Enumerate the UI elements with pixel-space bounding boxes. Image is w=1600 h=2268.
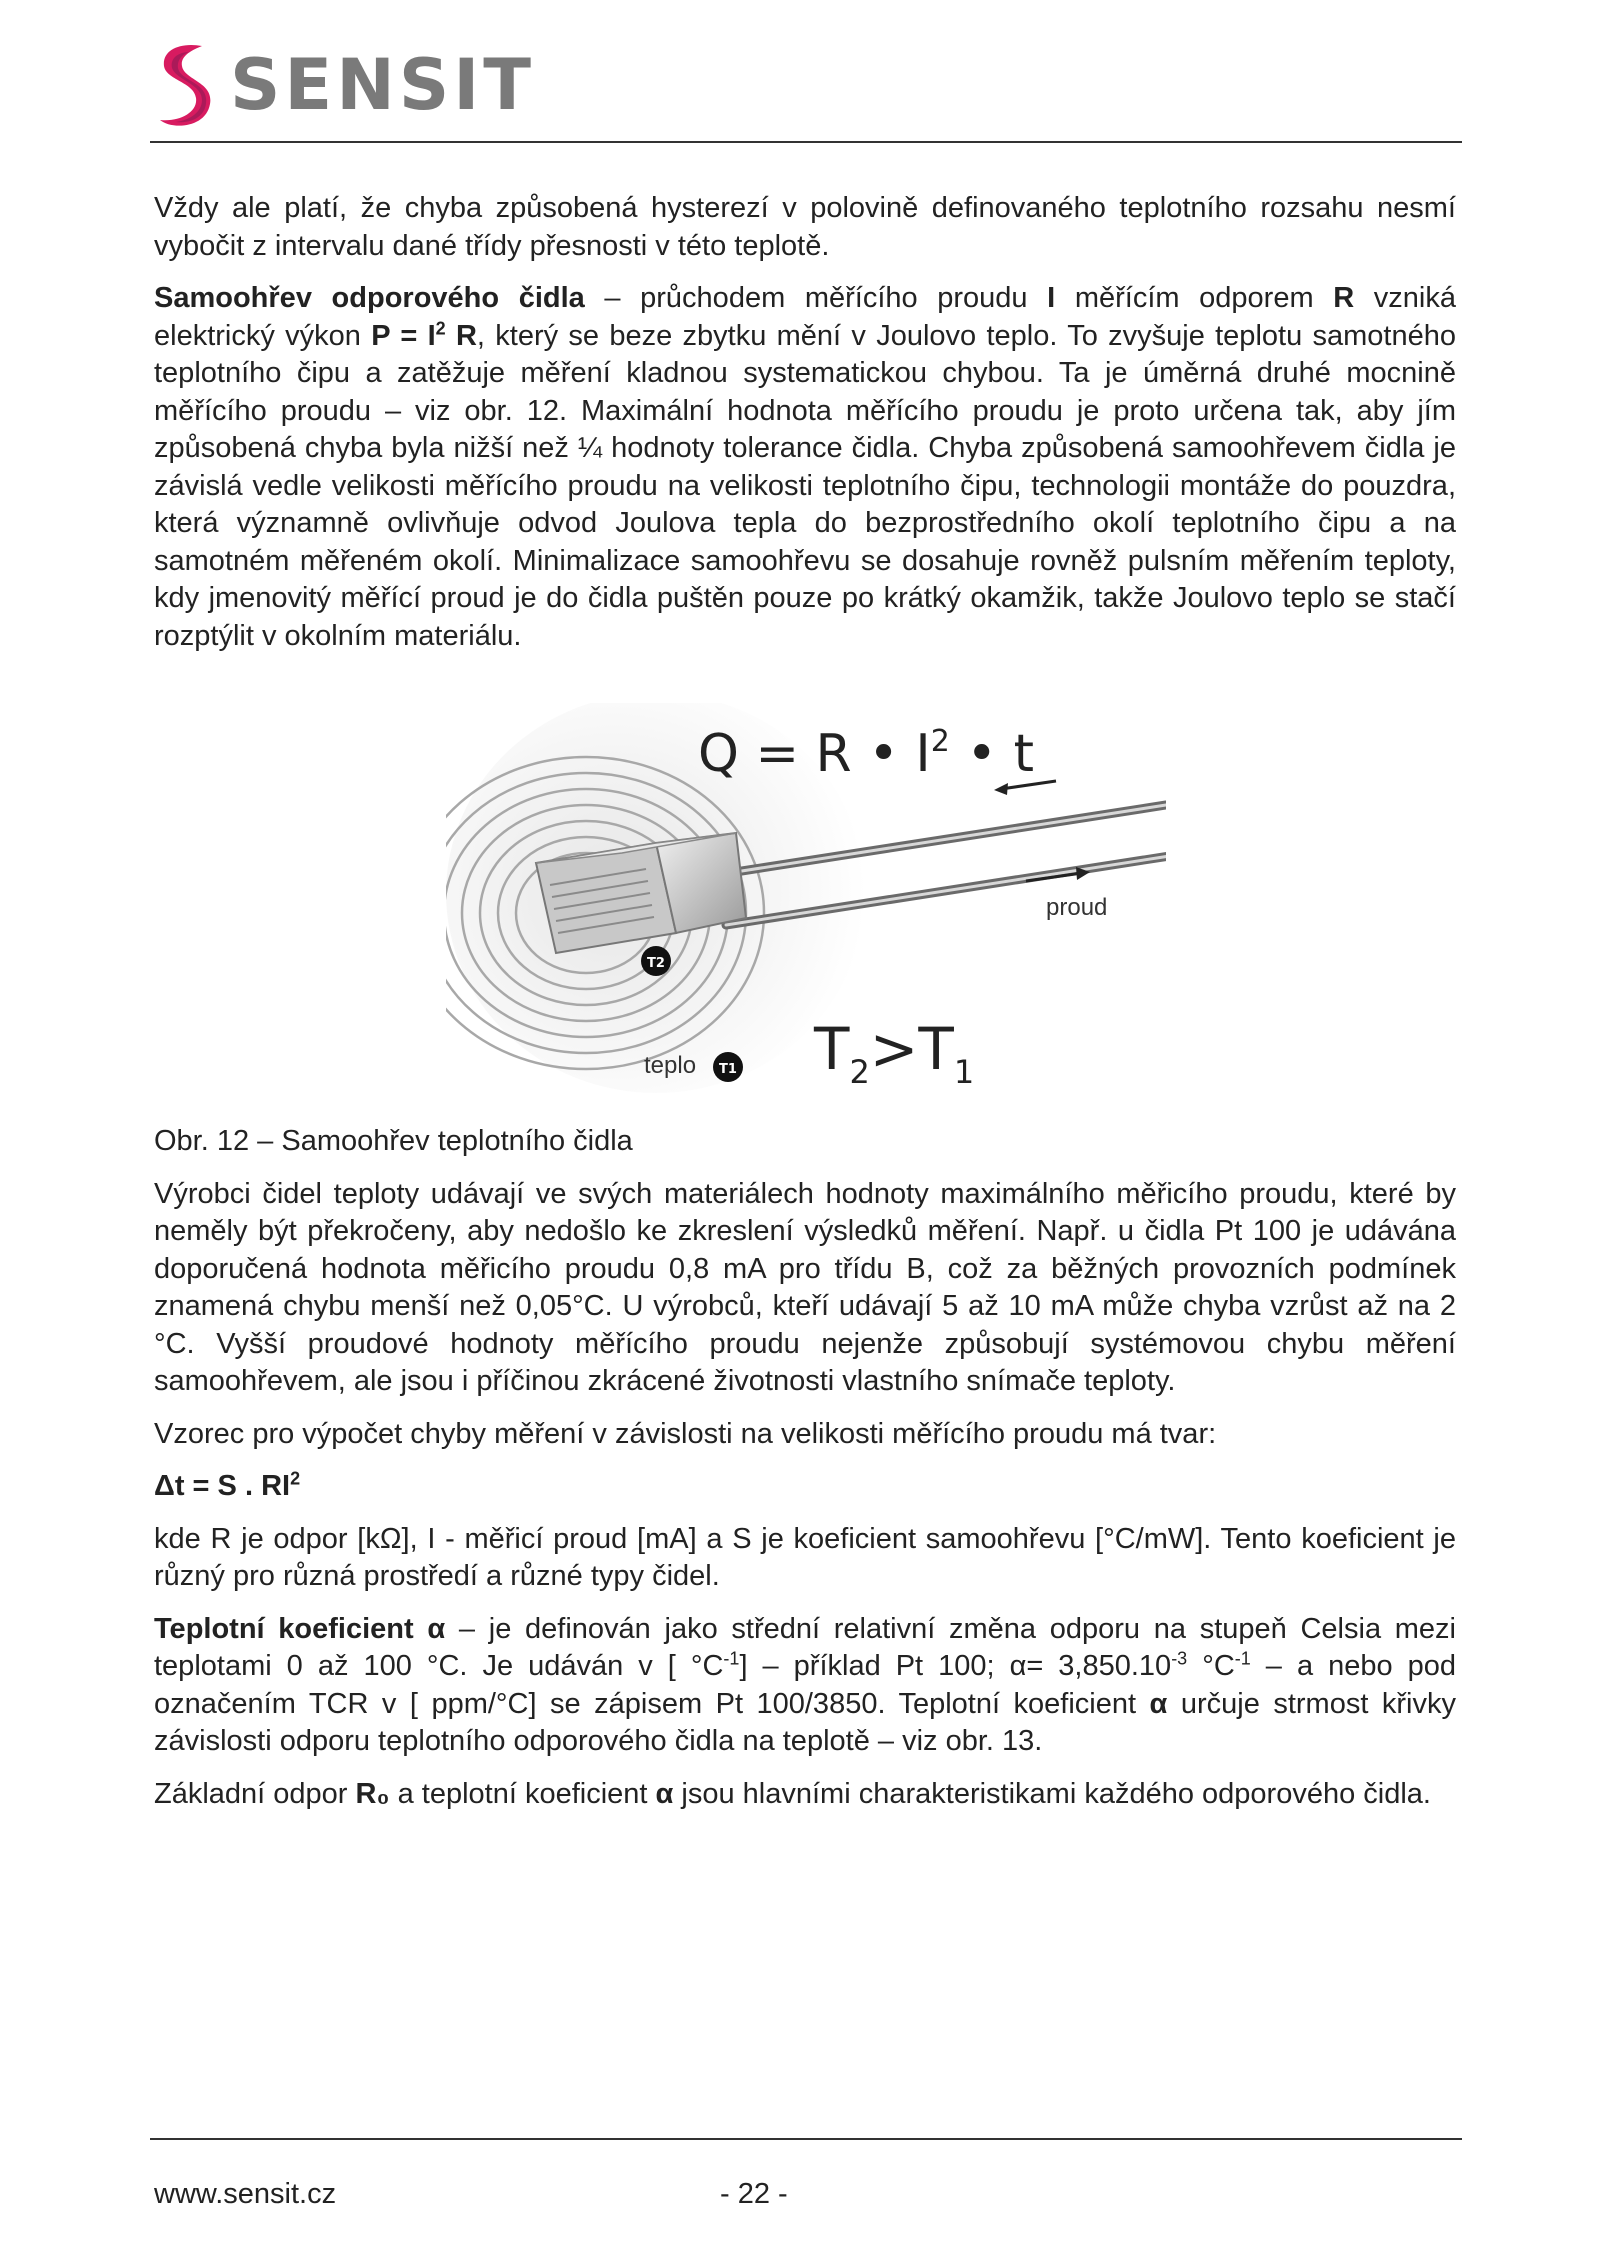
paragraph-manufacturers: Výrobci čidel teploty udávají ve svých materiálech hodnoty maximálního měřicího proudu, které by neměly být překročeny, aby nedošlo ke zkreslení výsledků měření. Např. u čidla Pt 100 je udávána doporučená hodnota měřicího proudu 0,8 mA pro třídu B, což za běžných provozních podmínek znamená chybu menší než 0,05°C. U výrobců, kteří udávají 5 až 10 mA může chyba vzrůst až na 2 °C. Vyšší proudové hodnoty měřícího proudu nejenže způsobují systémovou chybu měření samoohřevem, ale jsou i příčinou zkrácené životnosti vlastního snímače teploty. bbox=[154, 1177, 1456, 1397]
text-run: Základní odpor bbox=[154, 1777, 356, 1810]
symbol-resistance: R bbox=[1333, 282, 1355, 314]
paragraph-temperature-coefficient bbox=[154, 1611, 1456, 1761]
symbol-r0: R₀ bbox=[355, 1777, 390, 1810]
page-header bbox=[150, 36, 1460, 142]
t1-badge-label: T1 bbox=[719, 1062, 737, 1077]
temperature-relation: $T_2>T_1$ bbox=[814, 1015, 975, 1091]
text-run: měřícím odporem bbox=[1055, 282, 1334, 314]
paragraph-basic-resistance bbox=[154, 1776, 1456, 1814]
error-formula bbox=[154, 1468, 1456, 1506]
power-formula-r: R bbox=[445, 319, 477, 352]
symbol-alpha: α bbox=[655, 1777, 674, 1810]
term-temperature-coefficient: Teplotní koeficient α bbox=[154, 1612, 446, 1645]
t2-badge-label: T2 bbox=[647, 956, 665, 971]
exponent: -1 bbox=[723, 1648, 740, 1669]
brand-name: SENSIT bbox=[230, 44, 536, 126]
footer-website-link[interactable]: www.sensit.cz bbox=[154, 2178, 337, 2210]
text-run: určuje strmost křivky závislosti odporu teplotního odporového čidla na teplotě – viz obr. 13. bbox=[154, 1687, 1456, 1757]
symbol-current: I bbox=[1047, 282, 1056, 314]
text-run: – je definován jako střední relativní změna odporu na stupeň Celsia mezi teplotami 0 až 100 °C. Je udáván v [ °C bbox=[154, 1612, 1456, 1682]
power-formula: P = I bbox=[371, 319, 436, 352]
current-label: proud bbox=[1046, 894, 1108, 921]
formula-exponent: 2 bbox=[290, 1468, 301, 1489]
paragraph-self-heating bbox=[154, 280, 1456, 655]
text-run: , který se beze zbytku mění v Joulovo teplo. To zvyšuje teplotu samotného teplotního čipu a zatěžuje měření kladnou systematickou chybou. Ta je úměrná druhé mocnině měřícího proudu – viz obr. 12. Maximální hodnota měřícího proudu je proto určena tak, aby jím způsobená chyba byla nižší než ¼ hodnoty tolerance čidla. Chyba způsobená samoohřevem čidla je závislá vedle velikosti měřícího proudu na velikosti teplotního čipu, technologii montáže do pouzdra, která významně ovlivňuje odvod Joulova tepla do bezprostředního okolí teplotního čipu a na samotném měřeném okolí. Minimalizace samoohřevu se dosahuje rovněž pulsním měřením teploty, kdy jmenovitý měřící proud je do čidla puštěn pouze po krátký okamžik, takže Joulovo teplo se stačí rozptýlit v okolním materiálu. bbox=[154, 319, 1456, 652]
heat-formula: Q = R • $I^2$ • t bbox=[698, 724, 1034, 784]
text-run: – průchodem měřícího proudu bbox=[584, 282, 1048, 314]
power-exponent: 2 bbox=[435, 317, 446, 338]
page-number: - 22 - bbox=[720, 2178, 788, 2210]
page-content bbox=[154, 190, 1456, 1828]
text-run: a teplotní koeficient bbox=[389, 1777, 656, 1810]
text-run: – a nebo pod označením TCR v [ ppm/°C] se zápisem Pt 100/3850. Teplotní koeficient bbox=[154, 1650, 1456, 1720]
paragraph-formula-intro: Vzorec pro výpočet chyby měření v závislosti na velikosti měřícího proudu má tvar: bbox=[154, 1417, 1217, 1450]
paragraph-hysteresis: Vždy ale platí, že chyba způsobená hysterezí v polovině definovaného teplotního rozsahu nesmí vybočit z intervalu dané třídy přesnosti v této teplotě. bbox=[154, 192, 1456, 262]
text-run: ] – příklad Pt 100; α= 3,850.10 bbox=[739, 1650, 1172, 1682]
formula-main: Δt = S . RI bbox=[154, 1470, 291, 1502]
sensit-logo-icon bbox=[150, 40, 220, 130]
self-heating-illustration bbox=[446, 703, 1166, 1123]
text-run: vzniká elektrický výkon bbox=[154, 282, 1456, 352]
footer-rule bbox=[150, 2138, 1462, 2140]
exponent: -1 bbox=[1234, 1648, 1251, 1669]
term-self-heating: Samoohřev odporového čidla bbox=[154, 282, 585, 314]
exponent: -3 bbox=[1171, 1648, 1188, 1669]
sensit-logo bbox=[150, 40, 535, 130]
figure-caption: Obr. 12 – Samoohřev teplotního čidla bbox=[154, 1125, 633, 1157]
figure-self-heating bbox=[154, 703, 1456, 1123]
text-run: °C bbox=[1187, 1650, 1235, 1682]
paragraph-formula-explanation: kde R je odpor [kΩ], I - měřicí proud [mA] a S je koeficient samoohřevu [°C/mW]. Tento koeficient je různý pro různá prostředí a různé typy čidel. bbox=[154, 1522, 1456, 1592]
header-rule bbox=[150, 141, 1462, 143]
heat-label: teplo bbox=[644, 1052, 697, 1079]
text-run: jsou hlavními charakteristikami každého odporového čidla. bbox=[673, 1777, 1431, 1810]
symbol-alpha: α bbox=[1149, 1687, 1168, 1720]
